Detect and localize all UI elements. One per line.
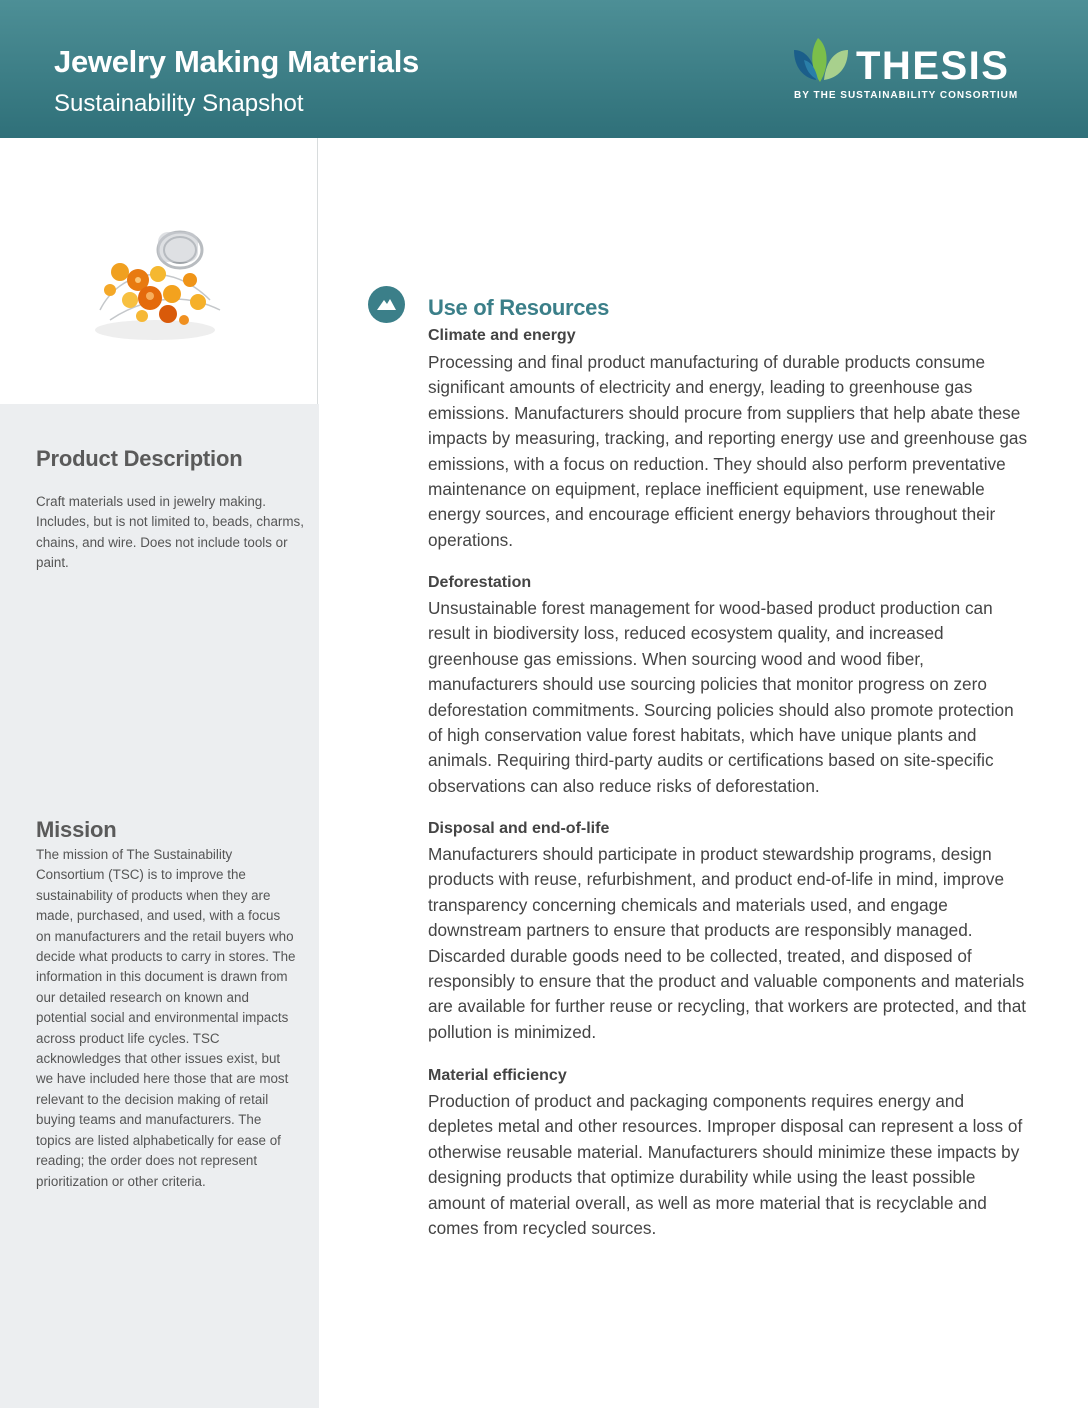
topic-heading: Disposal and end-of-life [428, 820, 610, 837]
mission-heading: Mission [36, 817, 117, 842]
mountain-icon [368, 286, 405, 323]
logo-tagline: BY THE SUSTAINABILITY CONSORTIUM [794, 90, 1019, 101]
topic-body: Production of product and packaging components requires energy and depletes metal and other resources. Improper disposal can represent a loss of otherwise reusable material. Manufacturers should minimize these impacts by designing products that optimize durability while using the least possible amount of material overall, as well as more material that is recyclable and comes from recycled sources. [428, 1091, 1023, 1239]
section-title: Use of Resources [428, 295, 610, 320]
mission-text: The mission of The Sustainability Consortium (TSC) is to improve the sustainability of products when they are made, purchased, and used, with a focus on manufacturers and the retail buyers who decide what products to carry in stores. The information in this document is drawn from our detailed research on known and potential social and environmental impacts across product life cycles. TSC acknowledges that other issues exist, but we have included here those that are most relevant to the decision making of retail buying teams and manufacturers. The topics are listed alphabetically for ease of reading; the order does not represent prioritization or other criteria. [36, 847, 296, 1189]
topic-body: Processing and final product manufacturing of durable products consume significant amounts of electricity and energy, leading to greenhouse gas emissions. Manufacturers should procure from suppliers that help abate these impacts by measuring, tracking, and reporting energy use and greenhouse gas emissions, with a focus on reduction. They should also perform preventative maintenance on equipment, replace inefficient equipment, use renewable energy sources, and encourage efficient energy behaviors throughout their operations. [428, 352, 1028, 550]
topic-body: Unsustainable forest management for wood-based product production can result in biodiversity loss, reduced ecosystem quality, and increased greenhouse gas emissions. When sourcing wood and wood fiber, manufacturers should use sourcing policies that monitor progress on zero deforestation commitments. Sourcing policies should also promote protection of high conservation value forest habitats, which have unique plants and animals. Requiring third-party audits or certifications based on site-specific observations can also reduce risks of deforestation. [428, 598, 1014, 796]
page-title: Jewelry Making Materials [54, 44, 419, 79]
logo-wordmark: THESIS [856, 44, 1010, 88]
page-subtitle: Sustainability Snapshot [54, 90, 304, 117]
product-description-heading: Product Description [36, 446, 243, 471]
topic-heading: Deforestation [428, 574, 532, 591]
topic-heading: Climate and energy [428, 327, 576, 344]
product-description-text: Craft materials used in jewelry making. Includes, but is not limited to, beads, charms, chains, and wire. Does not include tools or paint. [36, 494, 304, 571]
sidebar [0, 404, 319, 1408]
column-divider [317, 138, 318, 404]
jewelry-beads-image [80, 210, 230, 350]
thesis-logo [790, 36, 1030, 106]
topic-heading: Material efficiency [428, 1067, 567, 1084]
page-header [0, 0, 1088, 138]
leaf-logo-icon [790, 36, 852, 84]
topic-body: Manufacturers should participate in product stewardship programs, design products with reuse, refurbishment, and product end-of-life in mind, improve transparency concerning chemicals and materials used, and engage downstream partners to ensure that products are responsibly managed. Discarded durable goods need to be collected, treated, and disposed of responsibly to ensure that the product and valuable components and materials are available for further reuse or recycling, that workers are protected, and that pollution is minimized. [428, 844, 1027, 1042]
